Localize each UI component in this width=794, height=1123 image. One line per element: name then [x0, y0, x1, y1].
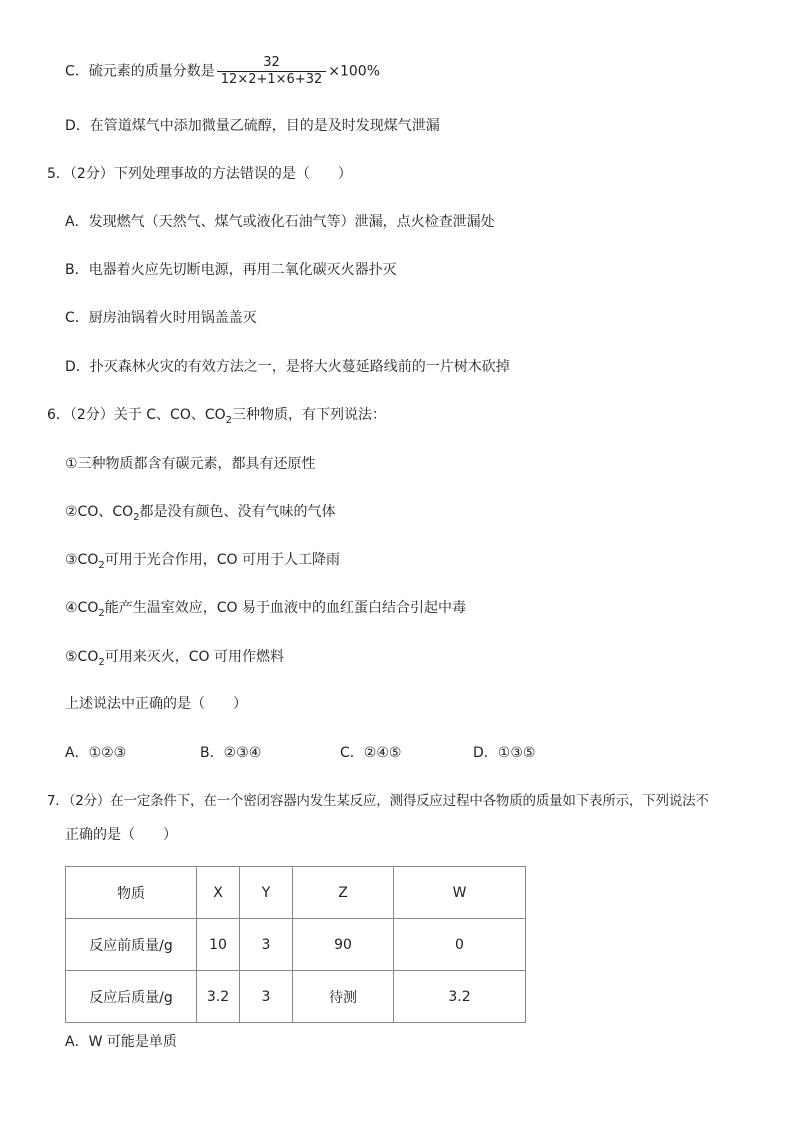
q6-statement-2-pre: ②CO、CO — [65, 504, 134, 520]
q6-option-b: B．②③④ — [200, 745, 262, 761]
table-cell: 90 — [293, 919, 394, 971]
q7-stem-line1: 7．（2分）在一定条件下，在一个密闭容器内发生某反应，测得反应过程中各物质的质量如下表所示，下列说法不 — [47, 793, 709, 809]
q6-statement-2 — [65, 502, 336, 522]
q6-statement-1: ①三种物质都含有碳元素，都具有还原性 — [65, 456, 316, 472]
q6-option-c: C．②④⑤ — [340, 745, 402, 761]
table-header-cell: X — [197, 867, 240, 919]
q6-statement-5 — [65, 647, 284, 667]
q6-statement-5-sub: 2 — [98, 656, 105, 668]
q6-ask: 上述说法中正确的是（ ） — [65, 696, 247, 712]
q7-option-a: A．W 可能是单质 — [65, 1034, 177, 1050]
q4-option-c-prefix: C．硫元素的质量分数是 — [65, 63, 215, 80]
q6-statement-3 — [65, 550, 340, 570]
fraction-numerator: 32 — [263, 55, 280, 70]
q6-stem-post: 三种物质，有下列说法： — [232, 407, 387, 423]
table-row — [66, 919, 526, 971]
q6-statement-4-pre: ④CO — [65, 600, 99, 616]
table-cell: 反应后质量/g — [66, 971, 197, 1023]
q5-stem: 5．（2分）下列处理事故的方法错误的是（ ） — [47, 166, 352, 182]
table-row — [66, 971, 526, 1023]
table-cell: 3.2 — [197, 971, 240, 1023]
q6-statement-4 — [65, 598, 466, 618]
q6-option-a: A．①②③ — [65, 745, 127, 761]
q5-option-c: C．厨房油锅着火时用锅盖盖灭 — [65, 310, 257, 326]
q6-stem-pre: 6．（2分）关于 C、CO、CO — [47, 407, 226, 423]
q5-option-d: D．扑灭森林火灾的有效方法之一，是将大火蔓延路线前的一片树木砍掉 — [65, 359, 510, 375]
q6-statement-5-post: 可用来灭火，CO 可用作燃料 — [104, 649, 284, 665]
table-header-row — [66, 867, 526, 919]
fraction — [217, 55, 326, 88]
table-cell: 待测 — [293, 971, 394, 1023]
table-cell: 反应前质量/g — [66, 919, 197, 971]
table-header-cell: Z — [293, 867, 394, 919]
table-header-cell: 物质 — [66, 867, 197, 919]
table-cell: 0 — [394, 919, 526, 971]
q4-option-c-suffix: ×100% — [328, 63, 381, 80]
q6-statement-3-post: 可用于光合作用，CO 可用于人工降雨 — [104, 552, 340, 568]
table-cell: 10 — [197, 919, 240, 971]
q6-stem-sub: 2 — [225, 414, 233, 426]
q6-statement-4-sub: 2 — [98, 607, 105, 619]
q5-option-a: A．发现燃气（天然气、煤气或液化石油气等）泄漏，点火检查泄漏处 — [65, 214, 495, 230]
table-cell: 3.2 — [394, 971, 526, 1023]
q4-option-c — [65, 55, 380, 88]
q6-stem — [47, 405, 386, 425]
q5-option-b: B．电器着火应先切断电源，再用二氧化碳灭火器扑灭 — [65, 262, 397, 278]
table-cell: 3 — [240, 971, 293, 1023]
table-cell: 3 — [240, 919, 293, 971]
q7-stem-line2: 正确的是（ ） — [65, 827, 177, 843]
q6-statement-5-pre: ⑤CO — [65, 649, 99, 665]
table-header-cell: Y — [240, 867, 293, 919]
q6-statement-4-post: 能产生温室效应，CO 易于血液中的血红蛋白结合引起中毒 — [104, 600, 466, 616]
q4-option-d: D．在管道煤气中添加微量乙硫醇，目的是及时发现煤气泄漏 — [65, 118, 440, 134]
table-header-cell: W — [394, 867, 526, 919]
q6-statement-3-pre: ③CO — [65, 552, 99, 568]
mass-table — [65, 866, 526, 1023]
q6-option-d: D．①③⑤ — [473, 745, 536, 761]
fraction-denominator: 12×2+1×6+32 — [217, 71, 326, 88]
q6-statement-3-sub: 2 — [98, 559, 105, 571]
q6-statement-2-sub: 2 — [133, 511, 140, 523]
q6-statement-2-post: 都是没有颜色、没有气味的气体 — [139, 504, 336, 520]
